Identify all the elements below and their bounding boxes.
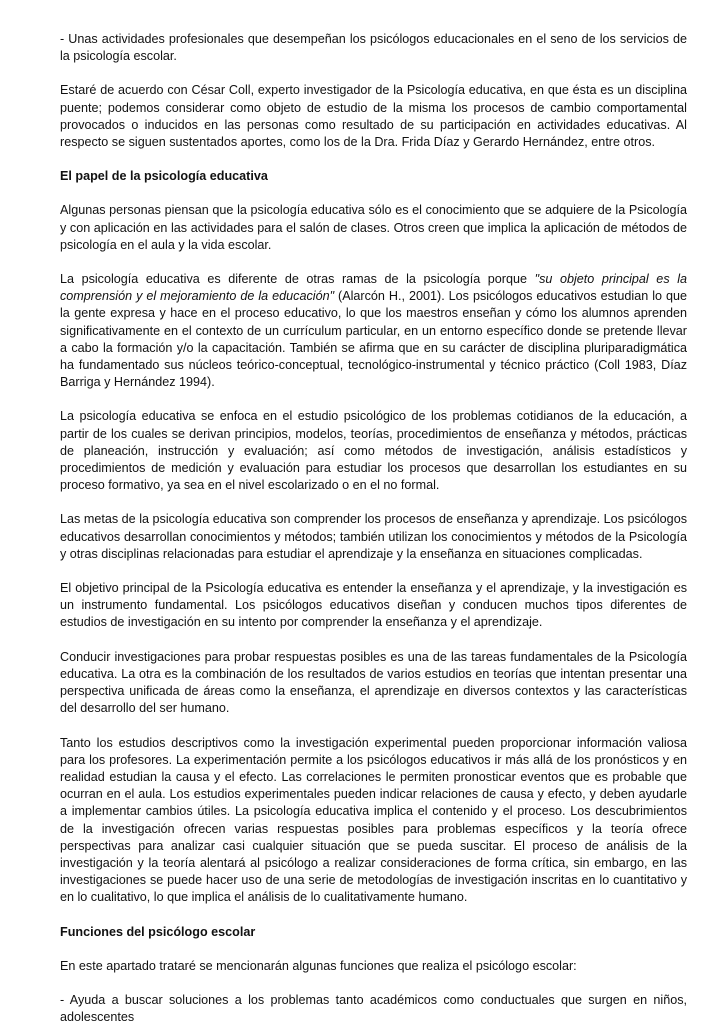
paragraph-conducir: Conducir investigaciones para probar respuestas posibles es una de las tareas fundamentales de la Psicología educativa. La otra es la combinación de los resultados de varios estudios en teorías que intentan presentar una perspectiva unificada de áreas como la enseñanza, el aprendizaje en diversos contextos y las características del desarrollo del ser humano. — [60, 649, 687, 716]
paragraph-algunas: Algunas personas piensan que la psicología educativa sólo es el conocimiento que se adquiere de la Psicología y con aplicación en las actividades para el salón de clases. Otros creen que implica la aplicación de métodos de psicología en el aula y la vida escolar. — [60, 203, 687, 252]
paragraph-diferente-start: La psicología educativa es diferente de otras ramas de la psicología porque — [60, 272, 535, 287]
heading-papel: El papel de la psicología educativa — [60, 169, 268, 184]
paragraph-ayuda: - Ayuda a buscar soluciones a los problemas tanto académicos como conductuales que surgen en niños, adolescentes — [60, 992, 687, 1025]
paragraph-diferente-end: (Alarcón H., 2001). Los psicólogos educativos estudian lo que la gente expresa y hace en el proceso educativo, lo que los maestros enseñan y cómo los alumnos aprenden significativamente en el contexto de un currículum particular, en un entorno específico donde se pretende llevar a cabo la formación y/o la capacitación. También se afirma que en su carácter de disciplina pluriparadigmática ha fundamentado sus núcleos teórico-conceptual, tecnológico-instrumental y técnico práctico (Coll 1983, Díaz Barriga y Hernández 1994). — [60, 289, 687, 390]
paragraph-intro: - Unas actividades profesionales que desempeñan los psicólogos educacionales en el seno de los servicios de la psicología escolar. — [60, 32, 687, 64]
paragraph-tanto: Tanto los estudios descriptivos como la investigación experimental pueden proporcionar información valiosa para los profesores. La experimentación permite a los psicólogos educativos ir más allá de los pronósticos y en realidad estudian la causa y el efecto. Las correlaciones le permiten pronosticar eventos que es probable que ocurran en el aula. Los estudios experimentales pueden indicar relaciones de causa y efecto, y deben ayudarle a implementar cambios útiles. La psicología educativa implica el contenido y el proceso. Los descubrimientos de la investigación ofrecen varias respuestas posibles para problemas específicos y la teoría ofrece perspectivas para analizar casi cualquier situación que se pueda suscitar. El proceso de análisis de la investigación y la teoría alentará al psicólogo a realizar consideraciones de forma crítica, sin embargo, en las investigaciones se puede hacer uso de una serie de metodologías de investigación inscritas en lo cuantitativo y en lo cualitativo, lo que implica el análisis de lo cualitativamente humano. — [60, 735, 687, 905]
quote-objeto-principal: "su objeto principal es la comprensión y el mejoramiento de la educación" — [60, 272, 687, 304]
paragraph-enfoca: La psicología educativa se enfoca en el estudio psicológico de los problemas cotidianos de la educación, a partir de los cuales se derivan principios, modelos, teorías, procedimientos de enseñanza y métodos, prácticas de planeación, instrucción y evaluación; así como métodos de investigación, análisis estadísticos y procedimientos de medición y evaluación para estudiar los procesos que desarrollan los estudiantes en su proceso formativo, ya sea en el nivel escolarizado o en el no formal. — [60, 409, 687, 493]
heading-funciones: Funciones del psicólogo escolar — [60, 924, 256, 939]
paragraph-metas: Las metas de la psicología educativa son comprender los procesos de enseñanza y aprendizaje. Los psicólogos educativos desarrollan conocimientos y métodos; también utilizan los conocimientos y métodos de la Psicología y otras disciplinas relacionadas para estudiar el aprendizaje y la enseñanza en situaciones complicadas. — [60, 512, 687, 561]
paragraph-objetivo: El objetivo principal de la Psicología educativa es entender la enseñanza y el aprendizaje, y la investigación es un instrumento fundamental. Los psicólogos educativos diseñan y conducen muchos tipos diferentes de estudios de investigación en su intento por comprender la enseñanza y el aprendizaje. — [60, 581, 687, 630]
paragraph-apartado: En este apartado trataré se mencionarán algunas funciones que realiza el psicólogo escolar: — [60, 958, 577, 973]
paragraph-diferente — [60, 271, 687, 391]
paragraph-coll: Estaré de acuerdo con César Coll, experto investigador de la Psicología educativa, en que ésta es un disciplina puente; podemos considerar como objeto de estudio de la misma los procesos de cambio comportamental provocados o inducidos en las personas como resultado de su participación en actividades educativas. Al respecto se siguen sustentados aportes, como los de la Dra. Frida Díaz y Gerardo Hernández, entre otros. — [60, 83, 687, 150]
